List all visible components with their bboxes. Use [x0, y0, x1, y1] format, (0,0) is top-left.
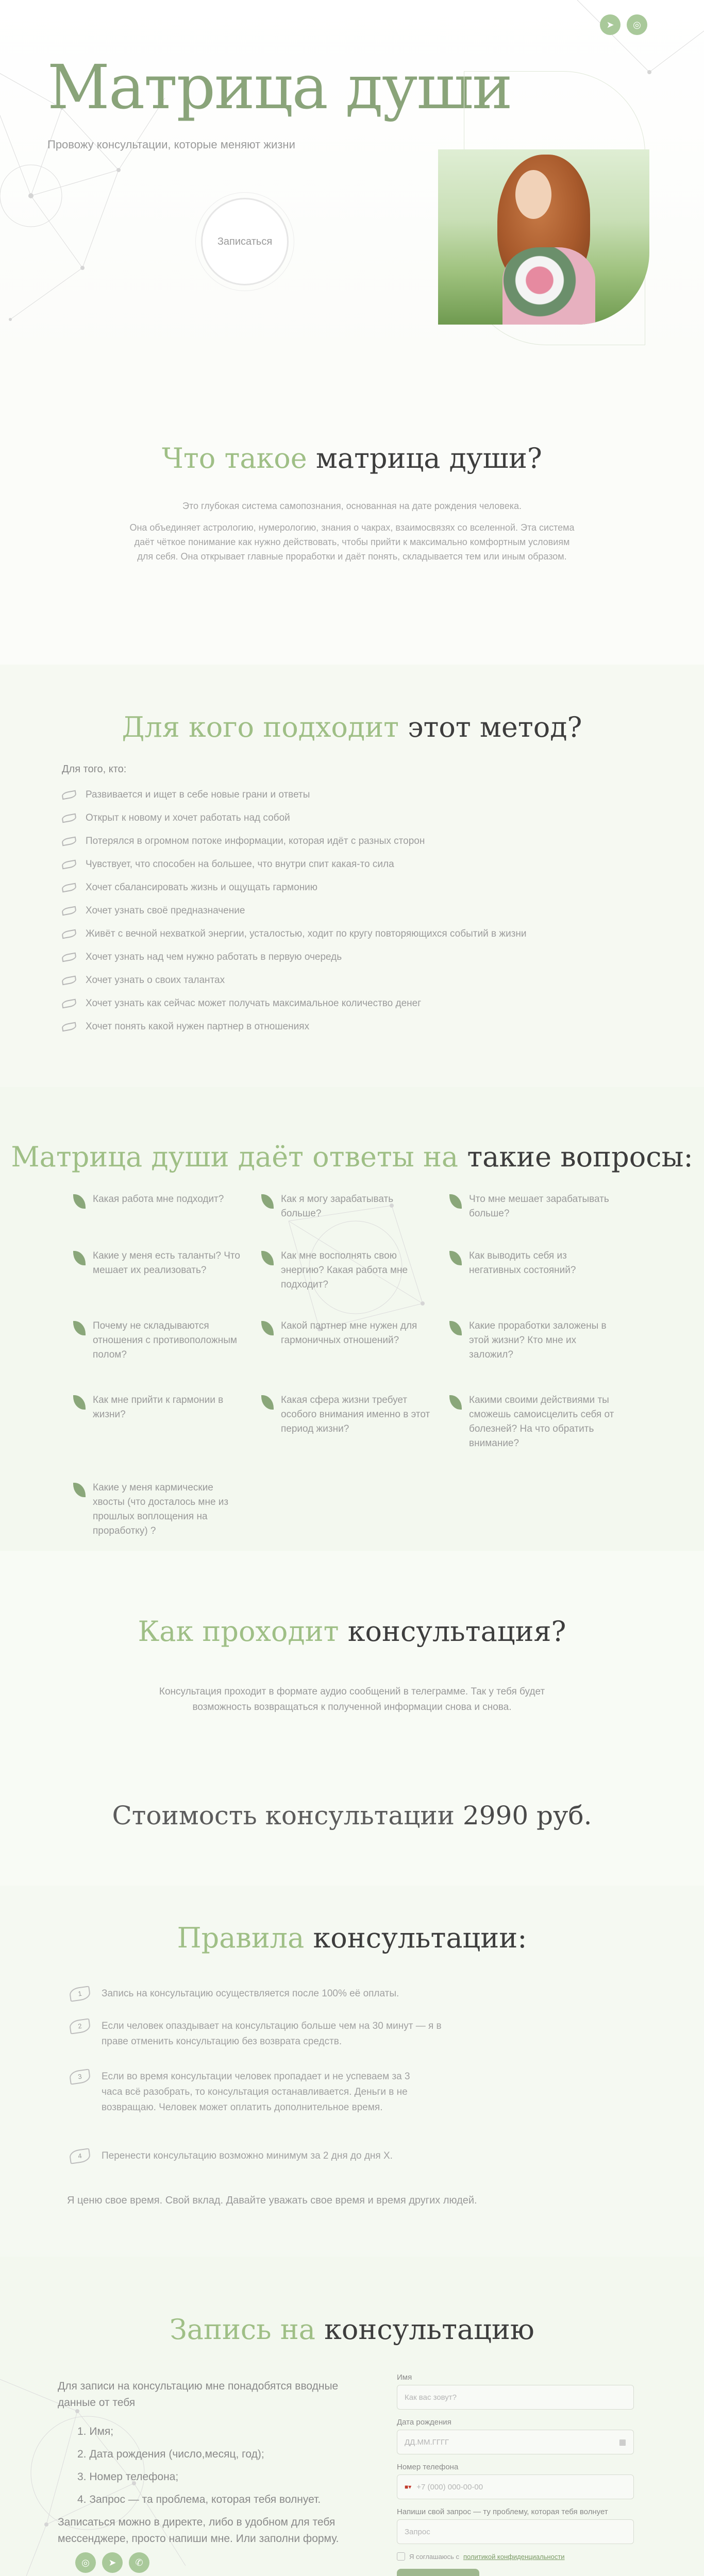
list-item: Хочет понять какой нужен партнер в отношениях [62, 1015, 527, 1038]
question-item: Какая работа мне подходит? [73, 1192, 243, 1209]
telegram-icon[interactable]: ➤ [102, 2552, 123, 2573]
leaf-icon [73, 1395, 86, 1410]
leaf-icon [61, 790, 77, 800]
leaf-icon [61, 859, 77, 869]
leaf-icon [449, 1251, 462, 1265]
list-item: Живёт с вечной нехваткой энергии, усталостью, ходит по кругу повторяющихся событий в жизни [62, 922, 527, 945]
price-value: 2990 руб. [462, 1801, 592, 1831]
leaf-icon [261, 1321, 274, 1335]
leaf-icon [61, 813, 77, 823]
privacy-policy-link[interactable]: политикой конфиденциальности [463, 2552, 565, 2561]
leaf-icon [261, 1395, 274, 1410]
leaf-icon [61, 883, 77, 892]
leaf-icon [449, 1395, 462, 1410]
leaf-icon [61, 836, 77, 846]
section-title: Что такое матрица души? [162, 442, 542, 474]
list-item: Хочет узнать о своих талантах [62, 969, 527, 992]
question-item: Почему не складываются отношения с противоположным полом? [73, 1319, 243, 1362]
leaf-icon [73, 1321, 86, 1335]
list-item: Хочет узнать своё предназначение [62, 899, 527, 922]
list-item: 2. Дата рождения (число,месяц, год); [77, 2448, 264, 2460]
birthdate-field[interactable]: ДД.ММ.ГГГГ ▦ [397, 2430, 634, 2454]
section-title: Для кого подходит этот метод? [122, 711, 582, 743]
consent-row[interactable]: Я соглашаюсь с политикой конфиденциальности [397, 2552, 639, 2561]
rules-section [0, 1886, 704, 2257]
question-item: Какие проработки заложены в этой жизни? Кто мне их заложил? [449, 1319, 619, 1362]
name-field[interactable]: Как вас зовут? [397, 2385, 634, 2410]
section-title: Как проходит консультация? [138, 1615, 566, 1648]
for-whom-lead: Для того, кто: [62, 764, 127, 775]
list-item: Чувствует, что способен на большее, что внутри спит какая-то сила [62, 853, 527, 876]
leaf-icon [261, 1194, 274, 1209]
list-item: Хочет сбалансировать жизнь и ощущать гармонию [62, 876, 527, 899]
rule-number: 1 [69, 1986, 91, 2002]
section-title: Правила консультации: [177, 1922, 527, 1954]
what-is-section [0, 355, 704, 665]
question-item: Какими своими действиями ты сможешь самоисцелить себя от болезней? На что обратить внимание? [449, 1393, 619, 1451]
signup-button[interactable]: Записаться [201, 198, 289, 285]
consent-checkbox[interactable] [397, 2552, 405, 2561]
rule-item: 3 Если во время консультации человек пропадает и не успеваем за 3 часа всё разобрать, то консультация останавливается. Деньги в не возвращаю. Человек может оплатить дополнительное время. [70, 2069, 430, 2115]
booking-form [397, 2373, 639, 2576]
list-item: 3. Номер телефона; [77, 2471, 179, 2483]
hero-title: Матрица души [47, 52, 512, 123]
how-paragraph: Консультация проходит в формате аудио сообщений в телеграмме. Так у тебя будет возможность возвращаться к полученной информации снова и снова. [159, 1686, 545, 1713]
booking-section [0, 2257, 704, 2576]
booking-requirements [77, 2420, 366, 2511]
rule-number: 3 [69, 2069, 91, 2084]
question-item: Как мне восполнять свою энергию? Какая работа мне подходит? [261, 1249, 431, 1292]
for-whom-list [62, 783, 527, 1038]
leaf-icon [61, 906, 77, 916]
how-section [0, 1551, 704, 1886]
list-item: Хочет узнать над чем нужно работать в первую очередь [62, 945, 527, 969]
phone-label: Номер телефона [397, 2463, 459, 2471]
section-title: Матрица души даёт ответы на такие вопросы: [11, 1141, 693, 1173]
rule-number: 2 [69, 2018, 91, 2034]
rule-item: 1 Запись на консультацию осуществляется после 100% её оплаты. [70, 1986, 482, 2002]
leaf-icon [61, 929, 77, 939]
list-item: Хочет узнать как сейчас может получать максимальное количество денег [62, 992, 527, 1015]
leaf-icon [73, 1251, 86, 1265]
booking-socials [75, 2552, 149, 2573]
rule-item: 4 Перенести консультацию возможно минимум за 2 дня до дня Х. [70, 2148, 482, 2164]
what-paragraph-2: Она объединяет астрологию, нумерологию, знания о чакрах, взаимосвязях со вселенной. Эта система даёт чёткое понимание как нужно действовать, чтобы прийти к максимально комфортным условиям для себя. Она открывает главные проработки и даёт понять, складывается тем или иным образом. [129, 522, 575, 562]
question-item: Как я могу зарабатывать больше? [261, 1192, 431, 1221]
leaf-icon [449, 1321, 462, 1335]
question-item: Какие у меня есть таланты? Что мешает их реализовать? [73, 1249, 243, 1278]
section-title: Запись на консультацию [170, 2313, 534, 2346]
hero-subtitle: Провожу консультации, которые меняют жизни [47, 138, 295, 151]
leaf-icon [61, 998, 77, 1008]
instagram-icon[interactable]: ◎ [75, 2552, 96, 2573]
list-item: Открыт к новому и хочет работать над собой [62, 806, 527, 829]
question-item: Что мне мешает зарабатывать больше? [449, 1192, 619, 1221]
list-item: Потерялся в огромном потоке информации, которая идёт с разных сторон [62, 829, 527, 853]
hero-section [0, 0, 704, 355]
rules-closing: Я ценю свое время. Свой вклад. Давайте уважать свое время и время других людей. [67, 2195, 477, 2206]
instagram-icon[interactable]: ◎ [627, 14, 647, 35]
rule-number: 4 [69, 2148, 91, 2164]
for-whom-section [0, 665, 704, 1087]
date-label: Дата рождения [397, 2418, 451, 2427]
price: Стоимость консультации 2990 руб. [112, 1801, 592, 1831]
phone-field[interactable]: ■▾ +7 (000) 000-00-00 [397, 2475, 634, 2499]
whatsapp-icon[interactable]: ✆ [129, 2552, 149, 2573]
leaf-icon [61, 952, 77, 962]
list-item: 1. Имя; [77, 2426, 114, 2437]
booking-note: Записаться можно в директе, либо в удобном для тебя мессенджере, просто напиши мне. Или заполни форму. [58, 2516, 339, 2545]
telegram-icon[interactable]: ➤ [600, 14, 621, 35]
booking-intro: Для записи на консультацию мне понадобятся вводные данные от тебя [58, 2380, 339, 2409]
questions-section [0, 1087, 704, 1551]
request-label: Напиши свой запрос — ту проблему, которая тебя волнует [397, 2507, 608, 2516]
name-label: Имя [397, 2373, 412, 2382]
leaf-icon [73, 1194, 86, 1209]
list-item: 4. Запрос — та проблема, которая тебя волнует. [77, 2494, 321, 2505]
rule-item: 2 Если человек опаздывает на консультацию больше чем на 30 минут — я в праве отменить консультацию без возврата средств. [70, 2019, 461, 2049]
flag-ru-icon[interactable]: ■▾ [405, 2483, 412, 2490]
question-item: Как выводить себя из негативных состояний? [449, 1249, 619, 1278]
what-paragraph-1: Это глубокая система самопознания, основанная на дате рождения человека. [182, 501, 522, 511]
question-item: Какой партнер мне нужен для гармоничных отношений? [261, 1319, 431, 1348]
hero-photo [438, 149, 649, 325]
calendar-icon[interactable]: ▦ [618, 2438, 626, 2447]
question-item: Как мне прийти к гармонии в жизни? [73, 1393, 243, 1422]
question-item: Какая сфера жизни требует особого внимания именно в этот период жизни? [261, 1393, 431, 1436]
list-item: Развивается и ищет в себе новые грани и ответы [62, 783, 527, 806]
leaf-icon [261, 1251, 274, 1265]
request-field[interactable]: Запрос [397, 2519, 634, 2544]
question-item: Какие у меня кармические хвосты (что досталось мне из прошлых воплощения на проработку) ? [73, 1481, 243, 1538]
leaf-icon [449, 1194, 462, 1209]
leaf-icon [61, 1022, 77, 1031]
leaf-icon [73, 1483, 86, 1497]
leaf-icon [61, 975, 77, 985]
submit-button[interactable] [397, 2569, 479, 2576]
header-socials [600, 14, 647, 35]
